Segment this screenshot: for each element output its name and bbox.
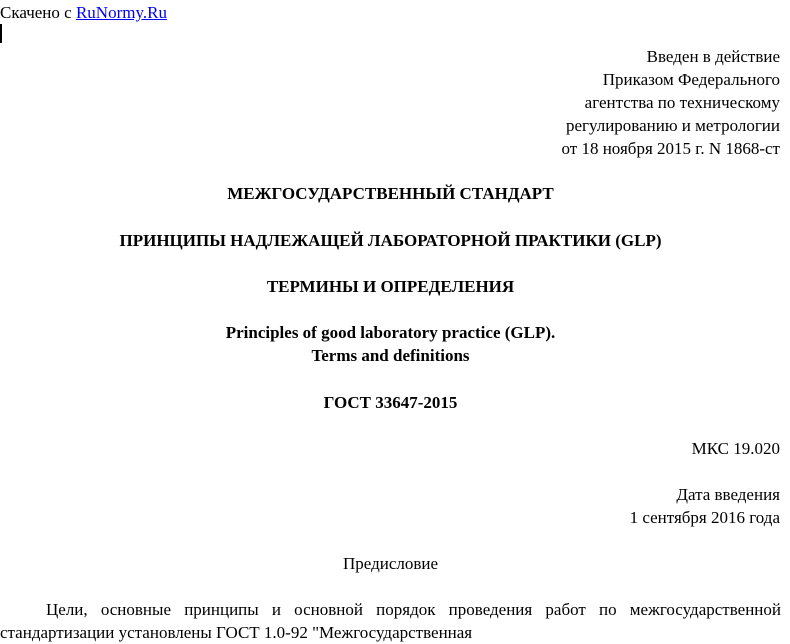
approval-line: от 18 ноября 2015 г. N 1868-ст (561, 139, 780, 158)
approval-line: Введен в действие (646, 47, 780, 66)
source-line (0, 1, 167, 24)
source-prefix: Скачено с (0, 3, 76, 22)
approval-line: регулированию и метрологии (565, 116, 780, 135)
mks-code: МКС 19.020 (691, 439, 780, 458)
foreword-title: Предисловие (342, 554, 439, 573)
title-ru-heading: ПРИНЦИПЫ НАДЛЕЖАЩЕЙ ЛАБОРАТОРНОЙ ПРАКТИКИ (GLP) (119, 231, 662, 250)
title-en-line2: Terms and definitions (311, 346, 470, 365)
source-link[interactable]: RuNormy.Ru (75, 3, 167, 22)
approval-line: Приказом Федерального (602, 70, 780, 89)
title-en-line1: Principles of good laboratory practice (GLP). (225, 323, 556, 342)
intro-date-value: 1 сентября 2016 года (629, 508, 780, 527)
approval-line: агентства по техническому (584, 93, 780, 112)
approval-block (360, 45, 780, 160)
standard-code: ГОСТ 33647-2015 (323, 393, 458, 412)
intro-date-label: Дата введения (676, 485, 780, 504)
subtitle-ru-heading: ТЕРМИНЫ И ОПРЕДЕЛЕНИЯ (266, 277, 515, 296)
standard-type-heading: МЕЖГОСУДАРСТВЕННЫЙ СТАНДАРТ (227, 184, 554, 203)
foreword-paragraph: Цели, основные принципы и основной порядок проведения работ по межгосударственной стандартизации установлены ГОСТ 1.0-92 "Межгосударственная (0, 600, 781, 642)
text-cursor (0, 24, 2, 43)
